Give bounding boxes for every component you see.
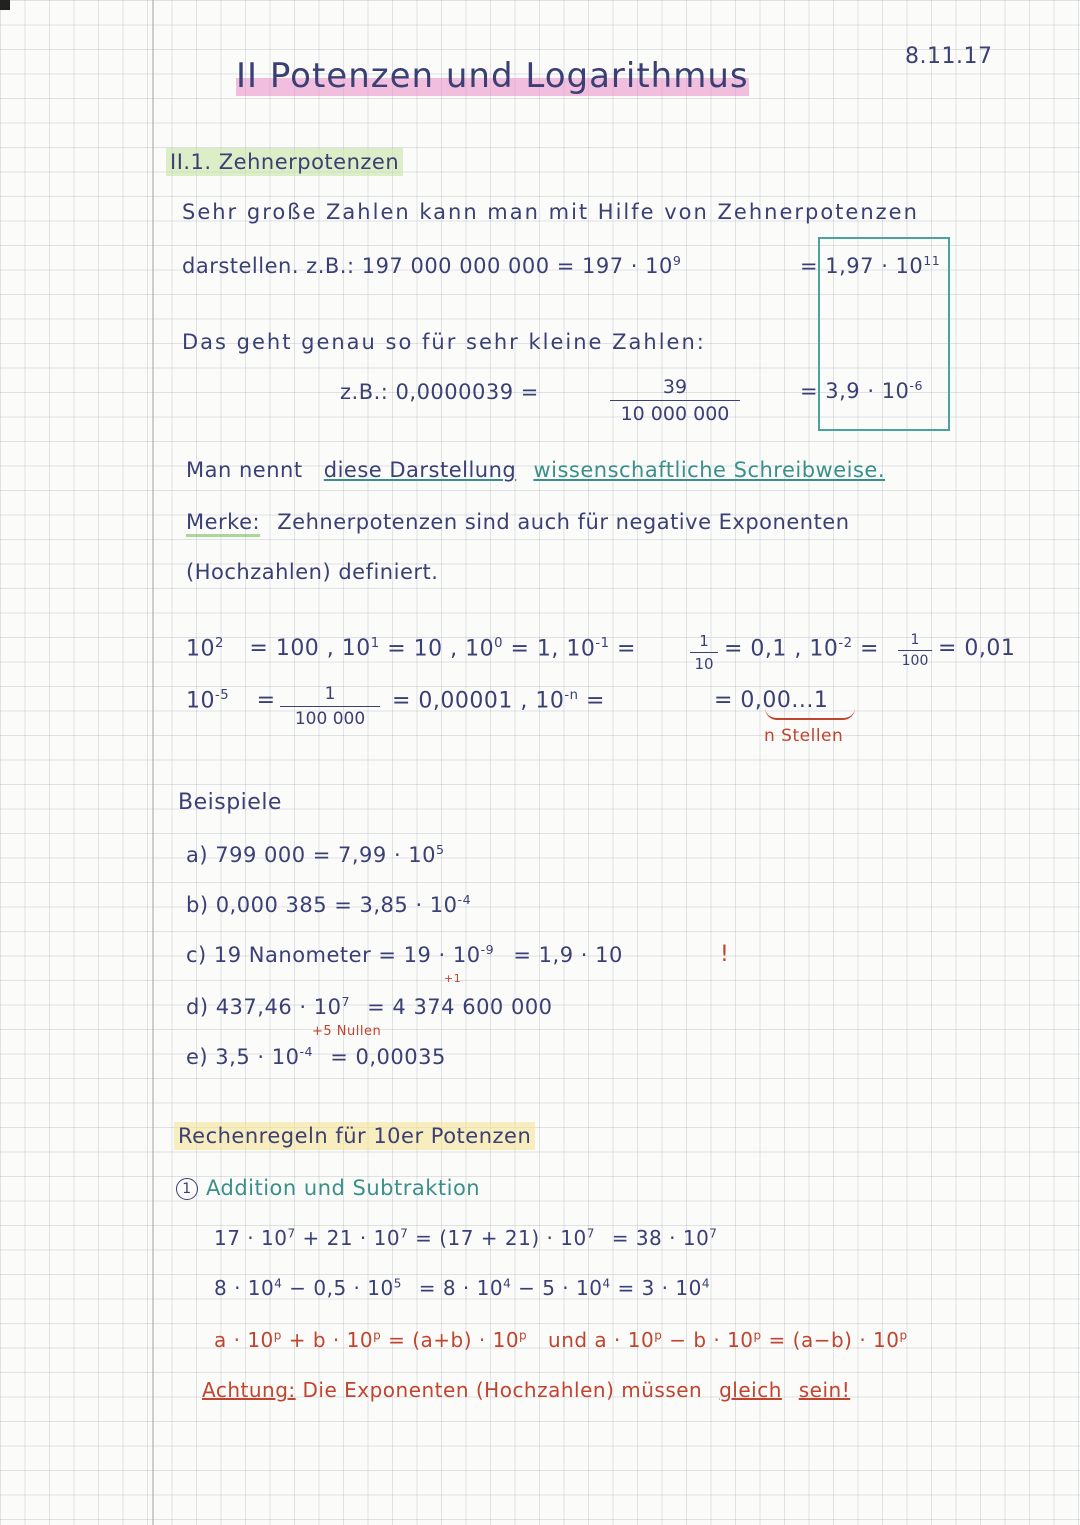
merke-line-1: Merke: Zehnerpotenzen sind auch für negative Exponenten bbox=[186, 510, 850, 534]
achtung-line: Achtung: Die Exponenten (Hochzahlen) müssen gleich sein! bbox=[202, 1378, 851, 1402]
stellen-label: n Stellen bbox=[764, 726, 844, 746]
powers-row-2-cont: = 0,00001 , $10^{-n}$ = bbox=[392, 688, 605, 714]
example-a: a) 799 $000 = 7,99 \cdot 10^5$ bbox=[186, 842, 445, 867]
intro-line-1: Sehr große Zahlen kann man mit Hilfe von Zehnerpotenzen bbox=[182, 200, 919, 224]
powers-row-1-cont: = 0,1 , $10^{-2}$ = bbox=[724, 636, 879, 662]
example-d-note: +5 Nullen bbox=[312, 1024, 382, 1039]
stellen-brace bbox=[765, 708, 855, 720]
rule-line-3: $a \cdot 10^p + b \cdot 10^p = (a+b) \cdot 10^p$ und $a \cdot 10^p - b \cdot 10^p = (a-b) \cdot 10^p$ bbox=[214, 1328, 908, 1352]
example-e: e) $3,5 \cdot 10^{-4} = 0,00035$ bbox=[186, 1044, 446, 1069]
small-result: = $3,9 \cdot 10^{-6}$ bbox=[800, 378, 923, 403]
date: 8.11.17 bbox=[905, 44, 993, 69]
example-c: c) 19 Nanometer = $19 \cdot 10^{-9} = 1,9 \cdot 10$ bbox=[186, 942, 623, 967]
rule-line-2: $8 \cdot 10^4 - 0,5 \cdot 10^5 = 8 \cdot 10^4 - 5 \cdot 10^4 = 3 \cdot 10^4$ bbox=[214, 1276, 710, 1300]
merke-line-2: (Hochzahlen) definiert. bbox=[186, 560, 439, 584]
example-c-note: +1 bbox=[444, 972, 462, 985]
naming-line: Man nennt diese Darstellung wissenschaftliche Schreibweise. bbox=[186, 458, 886, 482]
rules-subheading: 1 Addition und Subtraktion bbox=[176, 1176, 480, 1200]
powers-row-1: $10^2 = 100$ , $10^1 = 10$ , $10^0 = 1$, $10^{-1}$ = bbox=[186, 636, 636, 662]
section-heading: II.1. Zehnerpotenzen bbox=[166, 148, 403, 176]
small-fraction: 39 10 000 000 bbox=[610, 376, 740, 425]
margin-line bbox=[152, 0, 154, 1525]
rules-heading: Rechenregeln für 10er Potenzen bbox=[174, 1122, 535, 1150]
powers-row-2: $10^{-5}$ = bbox=[186, 688, 276, 714]
powers-row-2-end: = 0,00...1 bbox=[714, 688, 829, 713]
small-example: z.B.: 0,0000039 = bbox=[340, 380, 539, 404]
page-corner-mark bbox=[0, 0, 10, 10]
beispiele-heading: Beispiele bbox=[178, 790, 282, 815]
intro-result: = $1,97 \cdot 10^{11}$ bbox=[800, 253, 941, 278]
small-numbers-line: Das geht genau so für sehr kleine Zahlen: bbox=[182, 330, 706, 354]
example-b: b) 0,000 $385 = 3,85 \cdot 10^{-4}$ bbox=[186, 892, 472, 917]
fraction-one-hundredth: 1 100 bbox=[898, 632, 932, 669]
rule-line-1: $17 \cdot 10^7 + 21 \cdot 10^7 = (17 + 21) \cdot 10^7 = 38 \cdot 10^7$ bbox=[214, 1226, 718, 1250]
powers-row-1-end: = 0,01 bbox=[938, 636, 1016, 661]
fraction-one-hundred-thousandth: 1 100 000 bbox=[280, 684, 380, 729]
example-d: d) $437,46 \cdot 10^7 = 4$ 374 600 000 bbox=[186, 994, 553, 1019]
intro-line-2: darstellen. z.B.: 197 000 000 $000 = 197 \cdot 10^9$ bbox=[182, 253, 682, 278]
page-title: II Potenzen und Logarithmus bbox=[236, 56, 749, 96]
fraction-one-tenth: 1 10 bbox=[690, 632, 718, 673]
example-c-mark: ! bbox=[720, 942, 730, 967]
